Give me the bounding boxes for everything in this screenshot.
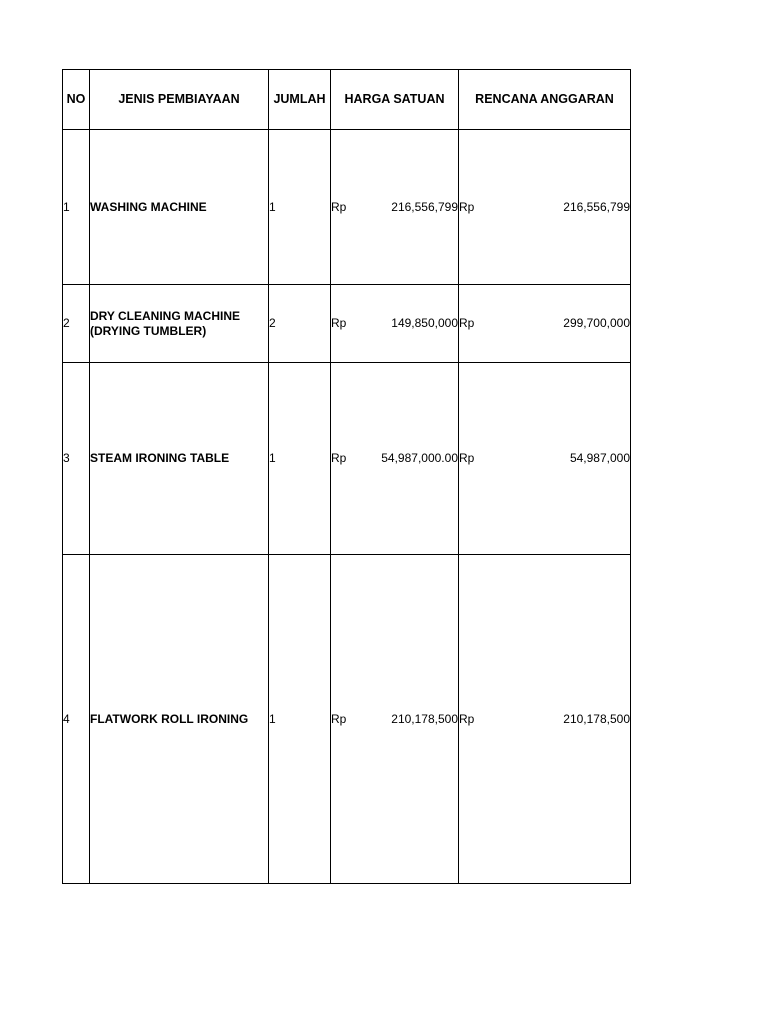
unit-price-currency: Rp	[331, 199, 347, 214]
header-harga-satuan: HARGA SATUAN	[331, 70, 459, 130]
item-name-line-2: (DRYING TUMBLER)	[90, 323, 207, 338]
budget-plan-cell	[459, 130, 631, 285]
item-quantity: 1	[269, 363, 331, 555]
item-quantity: 1	[269, 130, 331, 285]
unit-price-value: 54,987,000.00	[381, 451, 458, 465]
budget-plan-currency: Rp	[459, 316, 475, 330]
header-no: NO	[63, 70, 90, 130]
budget-table	[62, 69, 631, 884]
header-jumlah: JUMLAH	[269, 70, 331, 130]
budget-plan-value: 54,987,000	[569, 451, 630, 465]
item-quantity: 2	[269, 285, 331, 363]
table-row	[63, 363, 631, 555]
unit-price-cell	[331, 285, 459, 363]
row-number: 3	[63, 363, 90, 555]
budget-plan-currency: Rp	[459, 199, 475, 214]
budget-plan-value: 216,556,799	[563, 199, 630, 214]
header-jenis-pembiayaan: JENIS PEMBIAYAAN	[90, 70, 269, 130]
row-number: 4	[63, 555, 90, 884]
item-name-line-1: DRY CLEANING MACHINE	[90, 308, 241, 323]
item-name: WASHING MACHINE	[90, 130, 269, 285]
unit-price-currency: Rp	[331, 451, 347, 465]
budget-plan-value: 210,178,500	[563, 711, 630, 726]
table-row	[63, 130, 631, 285]
item-name: STEAM IRONING TABLE	[90, 363, 269, 555]
item-name: FLATWORK ROLL IRONING	[90, 555, 269, 884]
unit-price-currency: Rp	[331, 316, 347, 330]
unit-price-cell	[331, 555, 459, 884]
row-number: 1	[63, 130, 90, 285]
unit-price-cell	[331, 363, 459, 555]
unit-price-currency: Rp	[331, 711, 347, 726]
unit-price-cell	[331, 130, 459, 285]
row-number: 2	[63, 285, 90, 363]
table-row	[63, 285, 631, 363]
header-row	[63, 70, 631, 130]
unit-price-value: 149,850,000	[391, 316, 458, 330]
budget-plan-value: 299,700,000	[563, 316, 630, 330]
item-name	[90, 285, 269, 363]
budget-plan-cell	[459, 555, 631, 884]
unit-price-value: 210,178,500	[391, 711, 458, 726]
budget-plan-currency: Rp	[459, 451, 475, 465]
table-row	[63, 555, 631, 884]
header-rencana-anggaran: RENCANA ANGGARAN	[459, 70, 631, 130]
item-quantity: 1	[269, 555, 331, 884]
budget-plan-cell	[459, 285, 631, 363]
unit-price-value: 216,556,799	[391, 199, 458, 214]
budget-plan-currency: Rp	[459, 711, 475, 726]
budget-plan-cell	[459, 363, 631, 555]
